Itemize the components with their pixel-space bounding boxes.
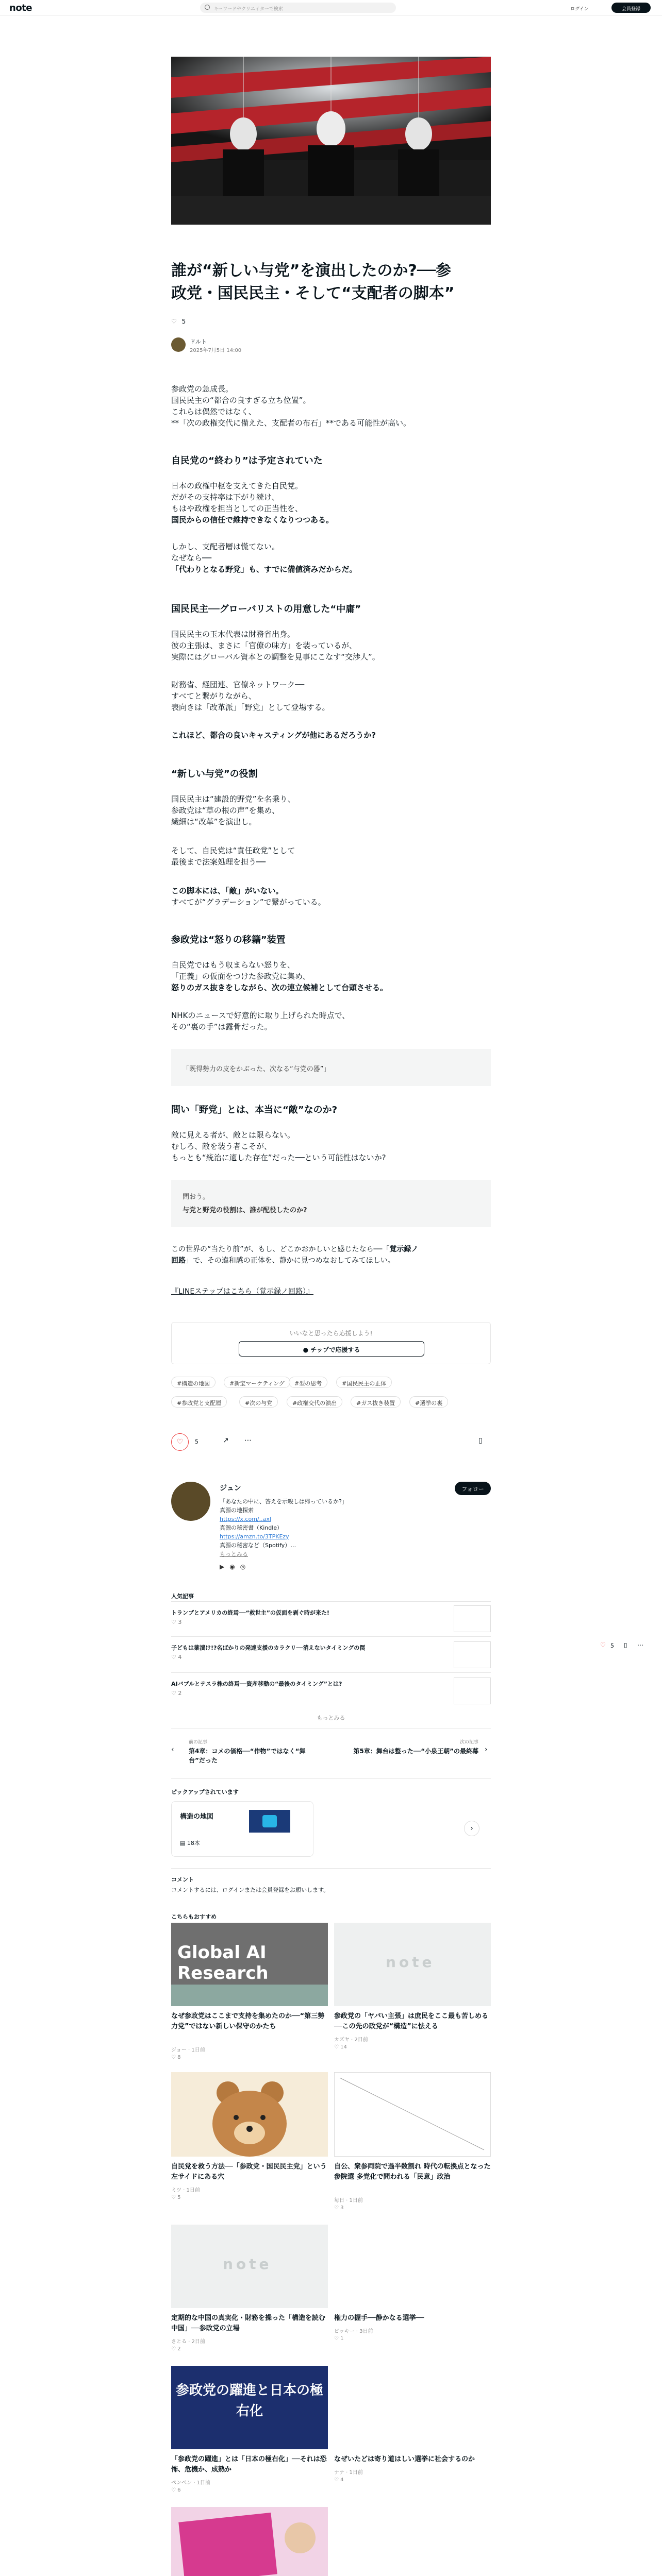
hero-image [171,57,491,225]
body-line-bold: これほど、都合の良いキャスティングが他にあるだろうか? [171,731,376,740]
body-line: もっとも“統治に適した存在”だった──という可能性はないか? [171,1153,386,1162]
like-count: 5 [195,1438,198,1445]
bookmark-icon[interactable]: ▯ [478,1436,483,1445]
popular-item-thumb[interactable] [454,1641,491,1668]
body-line: 「正義」の仮面をつけた参政党に集め、 [171,972,310,981]
recommend-card-thumb[interactable] [334,1923,491,2006]
body-line: もはや政権を担当としての正当性を、 [171,504,303,513]
like-heart-icon[interactable]: ♡ [171,1433,189,1451]
search-icon [205,5,210,10]
body-line: 自民党ではもう収まらない怒りを、 [171,960,295,970]
body-line: だがその支持率は下がり続け、 [171,493,279,502]
body-line: 参政党の急成長。 [171,384,234,394]
body-line: 彼の主張は、まさに「官僚の味方」を装っているが、 [171,641,357,650]
body-line: この世界の“当たり前”が、もし、どこかおかしいと感じたなら──「覚示録ノ [171,1245,419,1253]
body-line: すべてと繋がりながら、 [171,691,256,701]
popular-more-link[interactable]: もっとみる [317,1715,345,1721]
recommend-heading: こちらもおすすめ [171,1913,217,1920]
divider [171,1868,491,1869]
prev-article-link[interactable]: 第4章：コメの価格──“作物”ではなく“舞台”だった [189,1748,306,1764]
share-icon[interactable]: ↗ [223,1436,229,1445]
tag[interactable]: #国民民主の正体 [336,1377,392,1388]
body-line: むしろ、敵を装う者こそが、 [171,1142,272,1151]
body-line: 国民民主は“建設的野党”を名乗り、 [171,794,295,804]
note-logo-placeholder: note [223,2256,272,2273]
body-line: 国民民主の“都合の良すぎる立ち位置”。 [171,396,311,405]
side-like-icon[interactable]: ♡ [600,1641,606,1649]
recommend-card-title[interactable]: なぜいたどは寄り道はしい選挙に社会するのか [334,2455,475,2463]
body-line: 財務省、経団連、官僚ネットワーク── [171,680,305,689]
line-step-link[interactable]: 『LINEステップはこちら（覚示録ノ回路）』 [171,1287,313,1296]
body-line: なぜなら── [171,553,212,563]
popular-item-likes: ♡ 3 [171,1619,182,1625]
popular-item-title[interactable]: トランプとアメリカの終焉──“救世主”の仮面を剥ぐ時が来た! [171,1609,329,1616]
chevron-right-icon[interactable]: › [485,1745,488,1754]
body-line: NHKのニュースで好意的に取り上げられた時点で、 [171,1011,350,1020]
recommend-card-title[interactable]: 自民党を救う方法──「参政党・国民民主党」という左サイドにある穴 [171,2163,327,2181]
chevron-left-icon[interactable]: ‹ [171,1745,174,1754]
recommend-card-meta: さとる · 2日前 [171,2339,205,2345]
tip-icon: ● [303,1346,309,1353]
tag[interactable]: #次の与党 [239,1396,278,1408]
body-line: 回路」で、その違和感の正体を、静かに見つめなおしてみてほしい。 [171,1257,395,1265]
pickup-thumb [249,1810,290,1833]
divider [171,1672,491,1673]
recommend-card-thumb[interactable] [171,2507,328,2576]
popular-item-thumb[interactable] [454,1605,491,1632]
pickup-heading: ピックアップされています [171,1789,239,1795]
signup-button[interactable]: 会員登録 [611,3,651,13]
next-article-link[interactable]: 第5章：舞台は整った──“小泉王朝”の最終幕 [353,1748,478,1755]
tag[interactable]: #構造の地図 [171,1377,216,1388]
body-line: その“裏の手”は露骨だった。 [171,1022,272,1031]
section-heading: 自民党の“終わり”は予定されていた [171,455,323,466]
body-line: 国民民主の玉木代表は財務省出身。 [171,630,295,639]
body-line: これらは偶然ではなく、 [171,407,256,416]
comments-prompt[interactable]: コメントするには、ログインまたは会員登録をお願いします。 [171,1887,329,1893]
pickup-card[interactable]: 構造の地図 ▤ 18本 [171,1801,313,1857]
recommend-card-thumb[interactable] [334,2072,491,2157]
note-logo[interactable]: note [9,3,32,13]
body-line: すべてが“グラデーション”で繋がっている。 [171,897,326,907]
side-like-count: 5 [610,1642,614,1649]
body-line: 実際にはグローバル資本との調整を見事にこなす“交渉人”。 [171,652,380,662]
search-input[interactable]: キーワードやクリエイターで検索 [200,3,396,13]
recommend-card-title[interactable]: 参政党の「ヤバい主張」は庶民をここ最も苦しめる──この先の政党が“構造”に怯える [334,2012,489,2030]
follow-button[interactable]: フォロー [455,1482,491,1495]
body-line: 最後まで法案処理を担う── [171,857,266,867]
recommend-card-likes: ♡ 6 [171,2487,181,2493]
recommend-card-title[interactable]: 定期的な中国の真実化・財務を操った「構造を読む中国」──参政党の立場 [171,2314,326,2332]
popular-item-title[interactable]: AIバブルとテスラ株の終焉──資産移動の“最後のタイミング”とは? [171,1681,342,1687]
author-card-avatar[interactable] [171,1482,210,1521]
body-line: 参政党は“草の根の声”を集め、 [171,806,279,815]
recommend-card-meta: ジョー · 1日前 [171,2047,205,2053]
divider [171,1636,491,1637]
popular-item-thumb[interactable] [454,1677,491,1704]
section-heading: “新しい与党”の役割 [171,769,258,779]
body-line-bold: 国民からの信任で維持できなくなりつつある。 [171,515,334,524]
popular-item-likes: ♡ 4 [171,1654,182,1660]
popular-item-title[interactable]: 子どもは薬漬け!?名ばかりの発達支援のカラクリ──消えないタイミングの罠 [171,1645,366,1651]
divider [171,1601,491,1602]
body-line: 敵に見える者が、敵とは限らない。 [171,1130,295,1140]
recommend-card-title[interactable]: なぜ参政党はここまで支持を集めたのか──“第三勢力党”ではない新しい保守のかたち [171,2012,325,2030]
recommend-card-thumb[interactable] [171,2072,328,2157]
login-button[interactable]: ログイン [570,7,589,12]
recommend-card-meta: ピッキー · 3日前 [334,2329,373,2334]
more-icon[interactable]: ⋯ [244,1436,252,1445]
side-bookmark-icon[interactable]: ▯ [624,1641,627,1649]
recommend-card-title[interactable]: 自公、衆参両院で過半数割れ 時代の転換点となった参院選 多党化で問われる「民意」政治 [334,2163,491,2181]
article-date: 2025年7月5日 14:00 [190,348,242,353]
author-bio: 「あなたの中に、答えを示唆しは帰っているか?」 真源の地探索 https://x.com/..axl 真源の秘密書（Kindle） https://amzn.to/3TPKEzy 真源の秘密など（Spotify）… もっとみる [220,1498,347,1557]
tag[interactable]: #政権交代の演出 [287,1396,342,1408]
body-line: 日本の政権中枢を支えてきた自民党。 [171,481,303,490]
tag[interactable]: #新宝マーケティング [224,1377,290,1388]
body-line: 繊細は“改革”を演出し。 [171,817,257,826]
recommend-card-meta: ミツ · 1日前 [171,2188,200,2193]
article-like-count[interactable]: ♡ 5 [171,318,186,325]
author-card-name[interactable]: ジュン [220,1484,241,1493]
divider [171,1778,491,1779]
recommend-card-meta: カズヤ · 2日前 [334,2037,368,2043]
tag[interactable]: #参政党と支配層 [171,1396,227,1408]
hero-illustration [171,57,491,225]
section-heading: 参政党は“怒りの移籍”装置 [171,935,286,945]
recommend-card-likes: ♡ 3 [334,2205,344,2211]
tag[interactable]: #型の思考 [289,1377,327,1388]
support-box: いいなと思ったら応援しよう! ● チップで応援する [171,1322,491,1364]
popular-heading: 人気記事 [171,1593,194,1600]
recommend-card-likes: ♡ 1 [334,2336,344,2342]
side-more-icon[interactable]: ⋯ [637,1641,643,1649]
body-line-bold: 怒りのガス抜きをしながら、次の連立候補として台頭させる。 [171,983,388,992]
blockquote: 問おう。 与党と野党の役割は、誰が配役したのか? [171,1180,491,1227]
tip-button[interactable]: ● チップで応援する [239,1341,424,1357]
body-line: 表向きは「改革派」「野党」として登場する。 [171,703,330,712]
social-icons[interactable]: ▶◉◎ [220,1563,251,1570]
section-heading: 問い「野党」とは、本当に“敵”なのか? [171,1105,338,1115]
article-title: 誰が“新しい与党”を演出したのか?──参 政党・国民民主・そして“支配者の脚本” [171,262,455,302]
recommend-card-title[interactable]: 権力の握手──静かなる選挙── [334,2314,424,2322]
comments-heading: コメント [171,1876,194,1883]
recommend-card-likes: ♡ 8 [171,2055,181,2060]
recommend-card-thumb[interactable]: Global AI Research [171,1923,328,2006]
top-header [0,0,662,15]
author-avatar[interactable] [171,337,186,352]
recommend-card-meta: 毎日 · 1日前 [334,2198,363,2204]
recommend-card-likes: ♡ 5 [171,2195,181,2200]
pickup-count: ▤ 18本 [180,1840,200,1846]
recommend-card-thumb[interactable]: 参政党の躍進と日本の極右化 [171,2366,328,2449]
recommend-card-likes: ♡ 2 [171,2346,181,2352]
body-line-bold: この脚本には、「敵」がいない。 [171,886,284,895]
section-heading: 国民民主──グローバリストの用意した“中庸” [171,604,361,615]
popular-item-likes: ♡ 2 [171,1690,182,1697]
heart-icon: ♡ [171,318,177,325]
recommend-card-likes: ♡ 14 [334,2044,347,2050]
recommend-card-likes: ♡ 4 [334,2477,344,2483]
body-line: そして、自民党は“責任政党”として [171,846,295,855]
tag[interactable]: #ガス抜き装置 [351,1396,401,1408]
line-graphic [335,2073,490,2156]
bear-illustration [171,2072,328,2157]
author-name[interactable]: ドルト [190,338,207,345]
recommend-card-meta: ペンペン · 1日前 [171,2480,210,2486]
carousel-next-icon[interactable]: › [464,1821,479,1836]
body-line-bold: 「代わりとなる野党」も、すでに備値済みだからだ。 [171,565,357,574]
recommend-card-title[interactable]: 「参政党の躍進」とは「日本の極右化」──それは恐怖、危機か、成熟か [171,2455,327,2473]
blockquote: 「既得勢力の皮をかぶった、次なる“与党の器”」 [171,1049,491,1086]
body-line: **「次の政権交代に備えた、支配者の布石」**である可能性が高い。 [171,418,411,428]
body-line: しかし、支配者層は慌てない。 [171,542,280,551]
note-logo-placeholder: note [386,1954,435,1971]
tag[interactable]: #選挙の裏 [409,1396,448,1408]
recommend-card-meta: ナナ · 1日前 [334,2470,363,2476]
recommend-card-thumb[interactable] [171,2225,328,2308]
